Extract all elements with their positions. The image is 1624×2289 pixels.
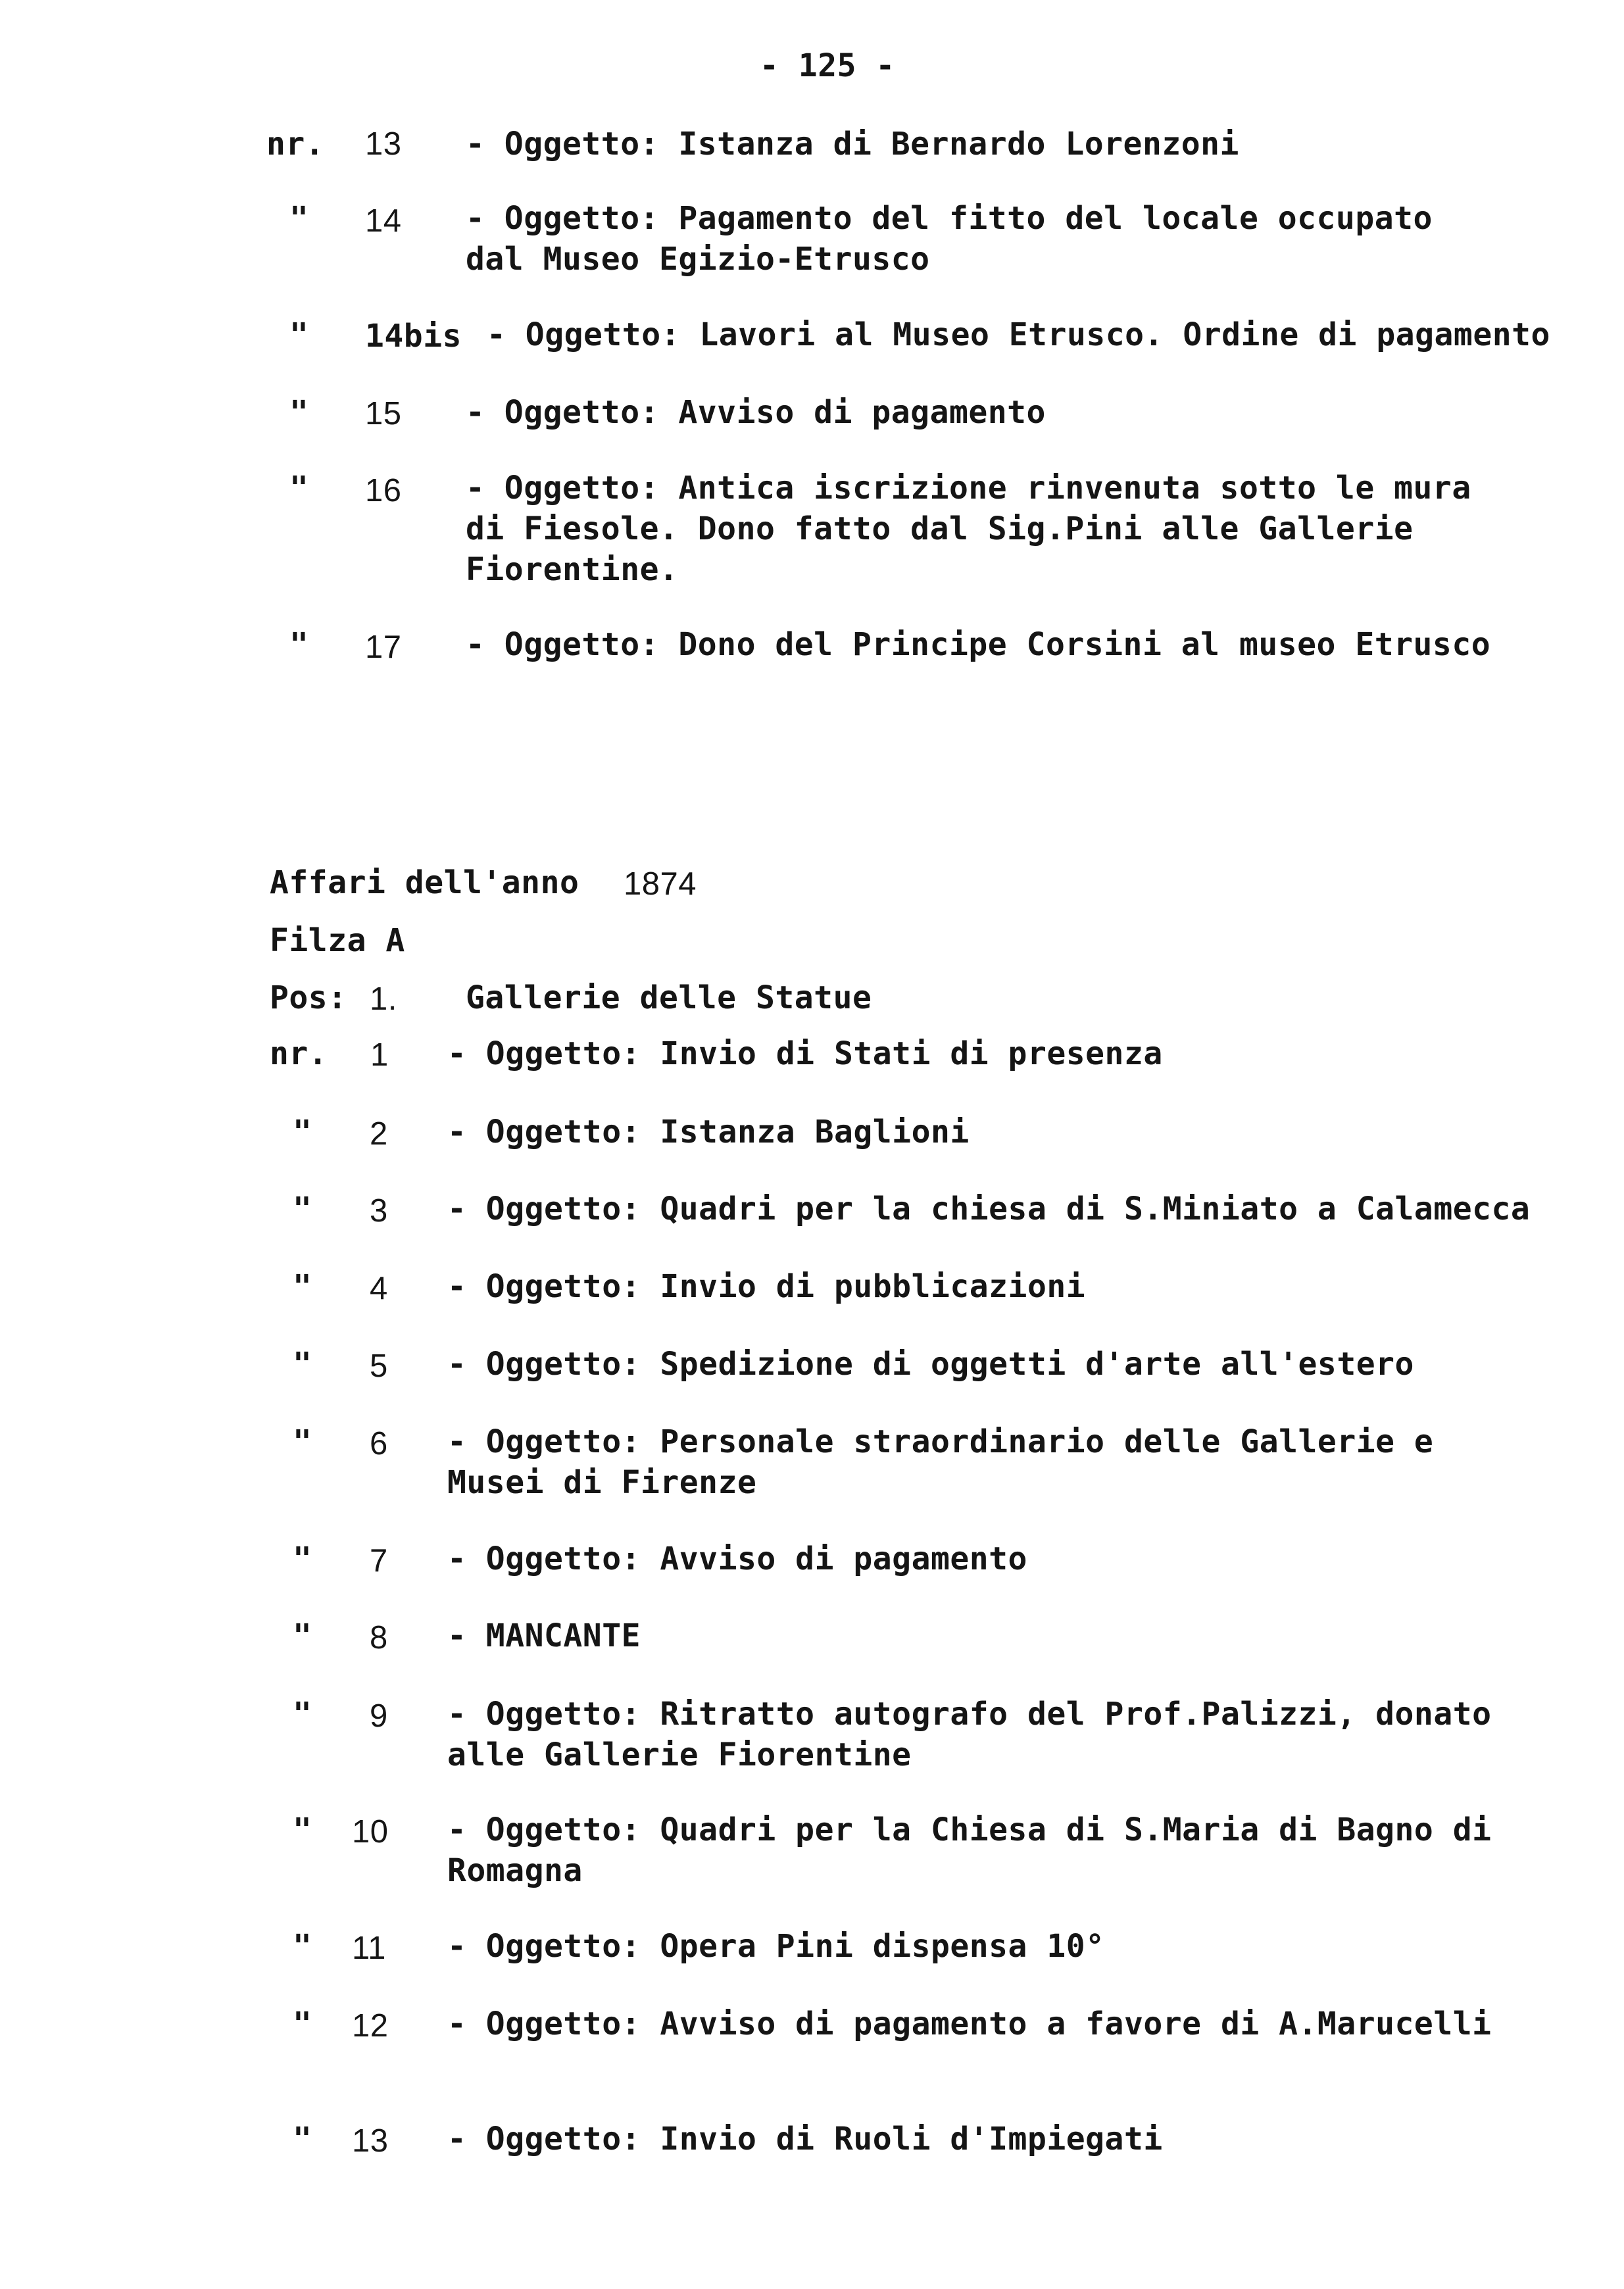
entry-prefix: " [293, 1346, 312, 1383]
entry-text: - Oggetto: Quadri per la Chiesa di S.Maria di Bagno di [447, 1811, 1492, 1848]
entry-prefix: " [293, 1617, 312, 1654]
entry-prefix: " [293, 1928, 312, 1965]
entry-prefix: " [293, 1114, 312, 1150]
entry-text: - Oggetto: Avviso di pagamento [466, 394, 1046, 431]
entry-text: - Oggetto: Spedizione di oggetti d'arte all'estero [447, 1346, 1414, 1383]
entry-text: - Oggetto: Invio di pubblicazioni [447, 1268, 1086, 1305]
entry-number: 10 [352, 1814, 389, 1850]
affari-label: Affari dell'anno [270, 864, 579, 901]
entry-text: Musei di Firenze [447, 1464, 757, 1501]
entry-number: 8 [370, 1620, 388, 1656]
entry-prefix: " [293, 2121, 312, 2157]
entry-text: - Oggetto: Dono del Principe Corsini al museo Etrusco [466, 626, 1491, 663]
entry-prefix: " [293, 2006, 312, 2042]
entry-text: - Oggetto: Invio di Ruoli d'Impiegati [447, 2121, 1163, 2157]
entry-text: - Oggetto: Quadri per la chiesa di S.Miniato a Calamecca [447, 1191, 1531, 1227]
entry-text: - Oggetto: Lavori al Museo Etrusco. Ordine di pagamento [487, 316, 1550, 353]
entry-prefix: " [293, 1811, 312, 1848]
filza-label: Filza A [270, 922, 405, 959]
entry-number: 1 [370, 1037, 389, 1073]
pos-label: Pos: [270, 979, 347, 1016]
entry-prefix: " [289, 316, 309, 353]
entry-text: di Fiesole. Dono fatto dal Sig.Pini alle Gallerie [466, 510, 1414, 547]
entry-number: 7 [370, 1543, 388, 1579]
entry-prefix: " [289, 394, 309, 431]
entry-text: - Oggetto: Avviso di pagamento [447, 1540, 1027, 1577]
page-number: - 125 - [760, 47, 895, 84]
entry-number: 9 [370, 1698, 388, 1734]
entry-prefix: nr. [266, 126, 325, 162]
entry-text: - Oggetto: Invio di Stati di presenza [447, 1035, 1163, 1072]
entry-prefix: " [289, 626, 309, 663]
entry-prefix: " [293, 1423, 312, 1460]
entry-number: 14bis [365, 318, 462, 355]
entry-number: 5 [370, 1348, 388, 1384]
entry-number: 17 [365, 629, 402, 665]
entry-text: - Oggetto: Opera Pini dispensa 10° [447, 1928, 1105, 1965]
entry-text: - Oggetto: Avviso di pagamento a favore di A.Marucelli [447, 2006, 1492, 2042]
entry-number: 14 [365, 203, 402, 239]
entry-prefix: " [289, 470, 309, 506]
entry-text: - Oggetto: Pagamento del fitto del locale occupato [466, 200, 1433, 237]
entry-number: 16 [365, 473, 402, 508]
entry-prefix: " [289, 200, 309, 237]
entry-number: 13 [352, 2123, 389, 2159]
entry-prefix: " [293, 1540, 312, 1577]
entry-number: 4 [370, 1271, 388, 1306]
pos-title: Gallerie delle Statue [466, 979, 872, 1016]
entry-text: Fiorentine. [466, 551, 679, 588]
entry-text: - Oggetto: Antica iscrizione rinvenuta sotto le mura [466, 470, 1471, 506]
entry-prefix: " [293, 1191, 312, 1227]
entry-number: 6 [370, 1426, 388, 1462]
affari-year: 1874 [624, 866, 697, 902]
entry-prefix: nr. [270, 1035, 328, 1072]
entry-number: 12 [352, 2008, 389, 2044]
entry-number: 2 [370, 1116, 388, 1152]
entry-text: Romagna [447, 1852, 583, 1889]
entry-text: alle Gallerie Fiorentine [447, 1736, 912, 1773]
entry-text: - Oggetto: Istanza Baglioni [447, 1114, 970, 1150]
entry-number: 11 [352, 1931, 386, 1966]
entry-text: - Oggetto: Istanza di Bernardo Lorenzoni [466, 126, 1239, 162]
entry-text: dal Museo Egizio-Etrusco [466, 241, 930, 278]
entry-number: 15 [365, 396, 402, 431]
entry-prefix: " [293, 1696, 312, 1733]
entry-text: - Oggetto: Personale straordinario delle Gallerie e [447, 1423, 1434, 1460]
entry-number: 3 [370, 1193, 388, 1229]
entry-text: - Oggetto: Ritratto autografo del Prof.Palizzi, donato [447, 1696, 1492, 1733]
entry-prefix: " [293, 1268, 312, 1305]
entry-number: 13 [365, 126, 402, 162]
entry-text: - MANCANTE [447, 1617, 641, 1654]
pos-number: 1. [370, 981, 397, 1017]
